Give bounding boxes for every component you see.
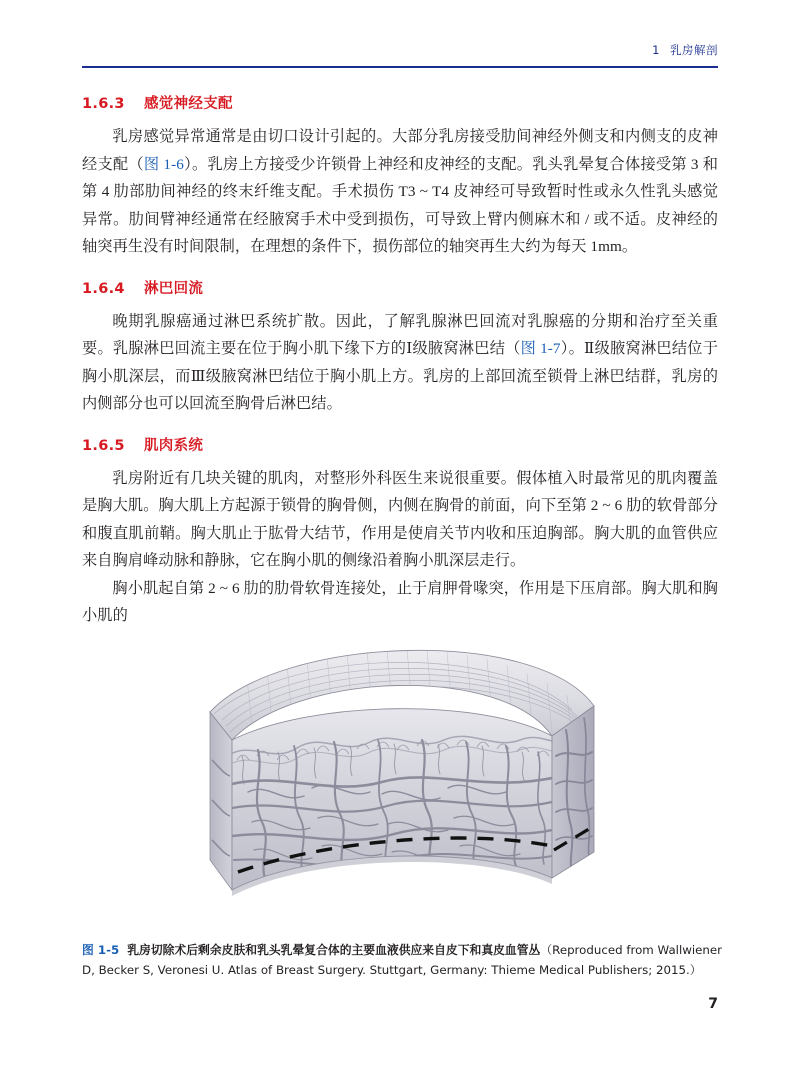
section-number: 1.6.5	[82, 437, 125, 454]
article-body	[82, 92, 718, 630]
header-rule	[82, 66, 718, 68]
figure-image	[82, 560, 718, 930]
text-run: 乳房感觉异常通常是由切口设计引起的。大部分乳房接受肋间神经外侧支和内侧支的皮神经支配（	[82, 128, 718, 173]
figure-number: 图 1-5	[82, 943, 120, 957]
section-heading-1-6-5	[82, 434, 718, 455]
text-run: 晚期乳腺癌通过淋巴系统扩散。因此，了解乳腺淋巴回流对乳腺癌的分期和治疗至关重要。乳腺淋巴回流主要在位于胸小肌下缘下方的Ⅰ级腋窝淋巴结（	[82, 312, 718, 357]
running-head-chapter-number: 1	[652, 43, 660, 57]
running-head	[82, 42, 718, 58]
paragraph	[82, 123, 718, 261]
figure	[82, 560, 718, 930]
section-heading-1-6-3	[82, 92, 718, 113]
section-title: 淋巴回流	[144, 280, 204, 297]
figure-reference-1-7[interactable]: 图 1-7	[520, 340, 561, 357]
section-number: 1.6.4	[82, 280, 125, 297]
section-title: 感觉神经支配	[144, 96, 233, 112]
text-run: ）。Ⅱ级腋窝淋巴结位于胸小肌深层，而Ⅲ级腋窝淋巴结位于胸小肌上方。乳房的上部回流至锁骨上淋巴结群，乳房的内侧部分也可以回流至胸骨后淋巴结。	[82, 340, 719, 412]
section-heading-1-6-4	[82, 277, 718, 298]
figure-caption	[82, 940, 722, 980]
page-number: 7	[708, 996, 718, 1012]
text-run: ）。乳房上方接受少许锁骨上神经和皮神经的支配。乳头乳晕复合体接受第 3 和第 4 肋部肋间神经的终末纤维支配。手术损伤 T3 ~ T4 皮神经可导致暂时性或永久性乳头感觉异常。肋间臂神经通常在经腋窝手术中受到损伤，可导致上臂内侧麻木和 / 或不适。皮神经的轴突再生没有时间限制，在理想的条件下，损伤部位的轴突再生大约为每天 1mm。	[82, 155, 718, 255]
section-title: 肌肉系统	[144, 437, 204, 454]
section-number: 1.6.3	[82, 96, 125, 112]
breast-block-diagram-svg	[82, 560, 718, 930]
running-head-chapter-title: 乳房解剖	[670, 43, 718, 57]
paragraph	[82, 308, 718, 418]
figure-credit: （Reproduced from Wallwiener D, Becker S, Veronesi U. Atlas of Breast Surgery. Stuttgart, Germany: Thieme Medical Publishers; 2015.）	[82, 943, 722, 977]
paragraph: 乳房附近有几块关键的肌肉，对整形外科医生来说很重要。假体植入时最常见的肌肉覆盖是胸大肌。胸大肌上方起源于锁骨的胸骨侧，内侧在胸骨的前面，向下至第 2 ~ 6 肋的软骨部分和腹直肌前鞘。胸大肌止于肱骨大结节，作用是使肩关节内收和压迫胸部。胸大肌的血管供应来自胸肩峰动脉和静脉，它在胸小肌的侧缘沿着胸小肌深层走行。	[82, 469, 718, 569]
figure-title: 乳房切除术后剩余皮肤和乳头乳晕复合体的主要血液供应来自皮下和真皮血管丛	[127, 943, 541, 957]
figure-reference-1-6[interactable]: 图 1-6	[143, 155, 184, 173]
paragraph: 胸小肌起自第 2 ~ 6 肋的肋骨软骨连接处，止于肩胛骨喙突，作用是下压肩部。胸大肌和胸小肌的	[82, 579, 718, 624]
